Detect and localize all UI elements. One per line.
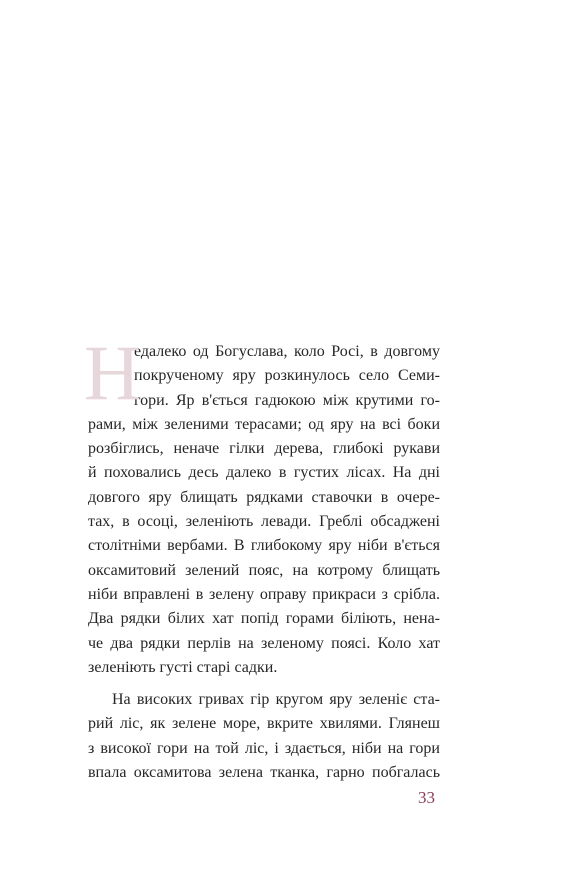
text-line: покрученому яру розкинулось село Семи- — [134, 367, 440, 385]
text-line: Два рядки білих хат попід горами біліють, нена- — [88, 610, 440, 628]
paragraph-1 — [88, 340, 440, 680]
text-line: едалеко од Богуслава, коло Росі, в довгому — [134, 343, 440, 360]
text-line: рами, між зеленими терасами; од яру на всі боки — [88, 415, 440, 433]
text-line: довгого яру блищать рядками ставочки в очере- — [88, 488, 440, 506]
text-line: впала оксамитова зелена тканка, гарно побгалась — [88, 764, 440, 782]
text-line: й поховались десь далеко в густих лісах. На дні — [88, 464, 440, 482]
text-line: зеленіють густі старі садки. — [88, 658, 278, 676]
text-line: розбіглись, неначе гілки дерева, глибокі рукави — [88, 440, 440, 458]
body-text — [84, 329, 440, 785]
text-line: че два рядки перлів на зеленому поясі. Коло хат — [88, 634, 440, 652]
text-line: з високої гори на той ліс, і здається, ніби на гори — [88, 739, 440, 757]
drop-cap: Н — [84, 329, 141, 416]
text-line: столітніми вербами. В глибокому яру ніби в'ється — [88, 537, 440, 555]
text-line: рий ліс, як зелене море, вкрите хвилями. Глянеш — [88, 715, 440, 733]
text-line: На високих гривах гір кругом яру зеленіє ста- — [112, 691, 440, 709]
text-line: тах, в осоці, зеленіють левади. Греблі обсаджені — [88, 513, 440, 531]
paragraph-gap — [88, 680, 440, 688]
text-line: гори. Яр в'ється гадюкою між крутими го- — [134, 391, 440, 409]
page-number: 33 — [418, 788, 435, 807]
text-line: ніби вправлені в зелену оправу прикраси з срібла. — [88, 585, 440, 603]
paragraph-2 — [88, 688, 440, 785]
text-line: оксамитовий зелений пояс, на котрому блищать — [88, 561, 440, 579]
